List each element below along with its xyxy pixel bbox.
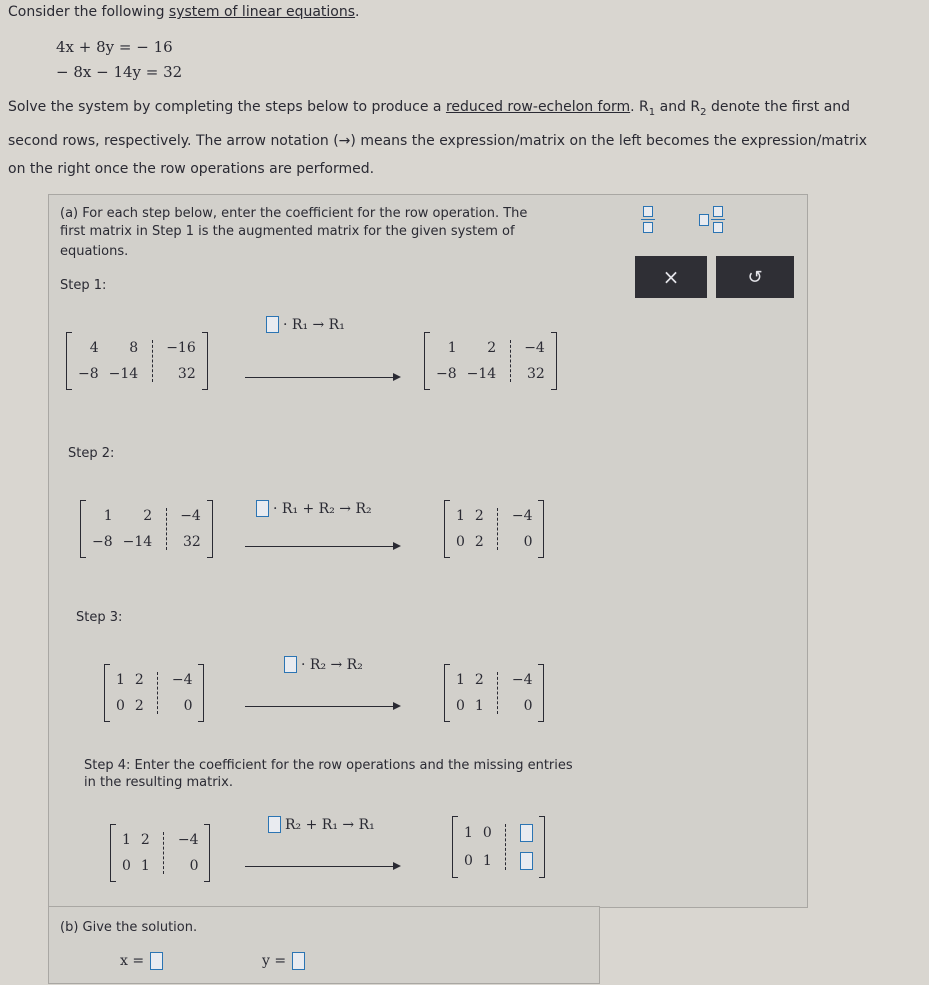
matrix-cell: 1 — [116, 672, 125, 688]
matrix-cell: 1 — [103, 508, 113, 524]
matrix-cell: 1 — [447, 340, 457, 356]
bracket-right — [551, 332, 557, 390]
bracket-right — [539, 816, 545, 878]
matrix-cell: 32 — [177, 366, 196, 382]
matrix-cell: −14 — [108, 366, 139, 382]
matrix-cell: 1 — [482, 853, 492, 869]
fraction-bar — [641, 219, 655, 220]
step-2-coefficient-input[interactable] — [256, 500, 269, 517]
step-1-operation — [266, 316, 345, 333]
step-4-arrow — [245, 866, 395, 867]
matrix-cell: 1 — [456, 672, 465, 688]
arrow-head-icon — [393, 542, 401, 550]
step-2-label: Step 2: — [68, 446, 115, 461]
matrix-cell: 0 — [523, 534, 533, 550]
instructions-line — [8, 99, 850, 118]
matrix-cell: −4 — [171, 672, 193, 688]
matrix-cell: 2 — [474, 534, 484, 550]
step-2-left-matrix — [80, 500, 213, 558]
r1-subscript: 1 — [648, 106, 656, 118]
step-1-arrow — [245, 377, 395, 378]
undo-button[interactable] — [716, 256, 794, 298]
matrix-cell: −4 — [511, 672, 533, 688]
matrix-cell: −4 — [180, 508, 201, 524]
matrix-grid — [86, 500, 207, 558]
instructions-line-2: second rows, respectively. The arrow notation (→) means the expression/matrix on the left becomes the expression/matrix — [8, 133, 868, 149]
step-4-coefficient-input[interactable] — [268, 816, 281, 833]
step-4-entry-row1-input[interactable] — [520, 824, 533, 842]
step-1-op-text: · R₁ → R₁ — [283, 316, 345, 333]
system-link[interactable]: system of linear equations — [168, 4, 356, 20]
whole-box — [699, 214, 709, 226]
matrix-cell: 0 — [183, 698, 193, 714]
part-b-panel — [48, 906, 600, 984]
step-2-operation — [256, 500, 372, 517]
matrix-cell: 0 — [189, 858, 199, 874]
y-answer — [262, 952, 305, 970]
part-a-instruction-1: (a) For each step below, enter the coefficient for the row operation. The — [60, 206, 528, 221]
step-3-right-matrix — [444, 664, 544, 722]
r2-subscript: 2 — [700, 106, 707, 118]
matrix-cell: 1 — [140, 858, 150, 874]
intro-text: Consider the following — [8, 4, 169, 20]
step-3-arrow — [245, 706, 395, 707]
undo-icon: ↺ — [747, 266, 763, 288]
matrix-cell: 0 — [456, 534, 465, 550]
matrix-cell: 0 — [482, 825, 492, 841]
intro-period: . — [355, 4, 360, 20]
bracket-right — [204, 824, 210, 882]
augment-divider — [510, 340, 511, 382]
matrix-cell: −4 — [177, 832, 199, 848]
augment-divider — [157, 672, 158, 714]
matrix-grid — [450, 500, 538, 558]
matrix-cell: −14 — [466, 366, 497, 382]
matrix-cell: 2 — [134, 698, 144, 714]
step-3-op-text: · R₂ → R₂ — [301, 656, 363, 673]
mixed-fraction-bar — [711, 219, 725, 220]
matrix-cell: 2 — [143, 508, 153, 524]
step-4-op-text: R₂ + R₁ → R₁ — [285, 816, 375, 833]
fraction-icon[interactable] — [641, 206, 655, 233]
y-input[interactable] — [292, 952, 305, 970]
matrix-grid — [430, 332, 551, 390]
step-1-label: Step 1: — [60, 278, 107, 293]
mixed-denominator-box — [713, 222, 723, 233]
step-3-operation — [284, 656, 363, 673]
matrix-cell: 2 — [474, 508, 484, 524]
step-3-left-matrix — [104, 664, 204, 722]
step-4-entry-row2-input[interactable] — [520, 852, 533, 870]
step-4-label-2: in the resulting matrix. — [84, 775, 233, 790]
arrow-head-icon — [393, 702, 401, 710]
matrix-cell: −4 — [511, 508, 533, 524]
augment-divider — [497, 508, 498, 550]
r2-label: and R — [655, 99, 701, 115]
matrix-grid — [72, 332, 202, 390]
part-b-title: (b) Give the solution. — [60, 920, 198, 935]
matrix-cell: −4 — [524, 340, 545, 356]
matrix-cell: 2 — [140, 832, 150, 848]
step-3-coefficient-input[interactable] — [284, 656, 297, 673]
arrow-head-icon — [393, 373, 401, 381]
part-a-instruction-3: equations. — [60, 244, 129, 259]
denominator-box — [643, 222, 653, 233]
bracket-right — [202, 332, 208, 390]
step-4-label: Step 4: Enter the coefficient for the row operations and the missing entries — [84, 758, 573, 773]
matrix-cell: 0 — [456, 698, 465, 714]
matrix-cell: 0 — [464, 853, 473, 869]
augment-divider — [505, 824, 506, 870]
step-2-op-text: · R₁ + R₂ → R₂ — [273, 500, 372, 517]
step-1-right-matrix — [424, 332, 557, 390]
matrix-cell: 0 — [116, 698, 125, 714]
instructions-line-3: on the right once the row operations are performed. — [8, 161, 375, 177]
matrix-cell: −8 — [436, 366, 457, 382]
matrix-cell: 1 — [122, 832, 131, 848]
matrix-cell: 32 — [527, 366, 545, 382]
matrix-cell: 1 — [456, 508, 465, 524]
problem-intro — [8, 4, 360, 20]
bracket-right — [538, 500, 544, 558]
x-label: x = — [120, 953, 145, 969]
step-1-coefficient-input[interactable] — [266, 316, 279, 333]
matrix-cell: −8 — [78, 366, 99, 382]
augment-divider — [163, 832, 164, 874]
mixed-fraction — [711, 206, 725, 233]
step-1-left-matrix — [66, 332, 208, 390]
matrix-grid — [116, 824, 204, 882]
step-4-right-matrix — [452, 816, 545, 878]
matrix-cell: 8 — [129, 340, 139, 356]
matrix-grid — [450, 664, 538, 722]
augment-divider — [166, 508, 167, 550]
x-input[interactable] — [150, 952, 163, 970]
matrix-cell: 1 — [464, 825, 473, 841]
augment-divider — [497, 672, 498, 714]
step-3-label: Step 3: — [76, 610, 123, 625]
matrix-grid — [458, 816, 539, 878]
r1-label: . R — [630, 99, 649, 115]
matrix-cell: 32 — [183, 534, 201, 550]
equation-2: − 8x − 14y = 32 — [56, 63, 183, 81]
matrix-cell: 1 — [474, 698, 484, 714]
matrix-cell: −16 — [166, 340, 196, 356]
instructions-text: Solve the system by completing the steps below to produce a — [8, 99, 446, 115]
step-2-right-matrix — [444, 500, 544, 558]
step-4-left-matrix — [110, 824, 210, 882]
y-label: y = — [262, 953, 287, 969]
equation-1: 4x + 8y = − 16 — [56, 38, 173, 56]
matrix-grid — [110, 664, 198, 722]
step-2-arrow — [245, 546, 395, 547]
step-4-operation — [268, 816, 375, 833]
part-a-instruction-2: first matrix in Step 1 is the augmented matrix for the given system of — [60, 224, 515, 239]
matrix-cell: 2 — [474, 672, 484, 688]
bracket-right — [538, 664, 544, 722]
bracket-right — [198, 664, 204, 722]
matrix-cell: 4 — [89, 340, 99, 356]
matrix-cell: −8 — [92, 534, 113, 550]
numerator-box — [643, 206, 653, 217]
bracket-right — [207, 500, 213, 558]
mixed-numerator-box — [713, 206, 723, 217]
matrix-cell: 0 — [122, 858, 131, 874]
arrow-head-icon — [393, 862, 401, 870]
x-answer — [120, 952, 163, 970]
instructions-suffix: denote the first and — [706, 99, 851, 115]
clear-button[interactable] — [635, 256, 707, 298]
matrix-cell: 0 — [523, 698, 533, 714]
matrix-cell: −14 — [122, 534, 153, 550]
matrix-cell: 2 — [134, 672, 144, 688]
mixed-number-icon[interactable] — [699, 206, 725, 233]
matrix-cell: 2 — [487, 340, 497, 356]
augment-divider — [152, 340, 153, 382]
rref-link[interactable]: reduced row-echelon form — [445, 99, 631, 115]
close-icon: × — [662, 265, 680, 289]
